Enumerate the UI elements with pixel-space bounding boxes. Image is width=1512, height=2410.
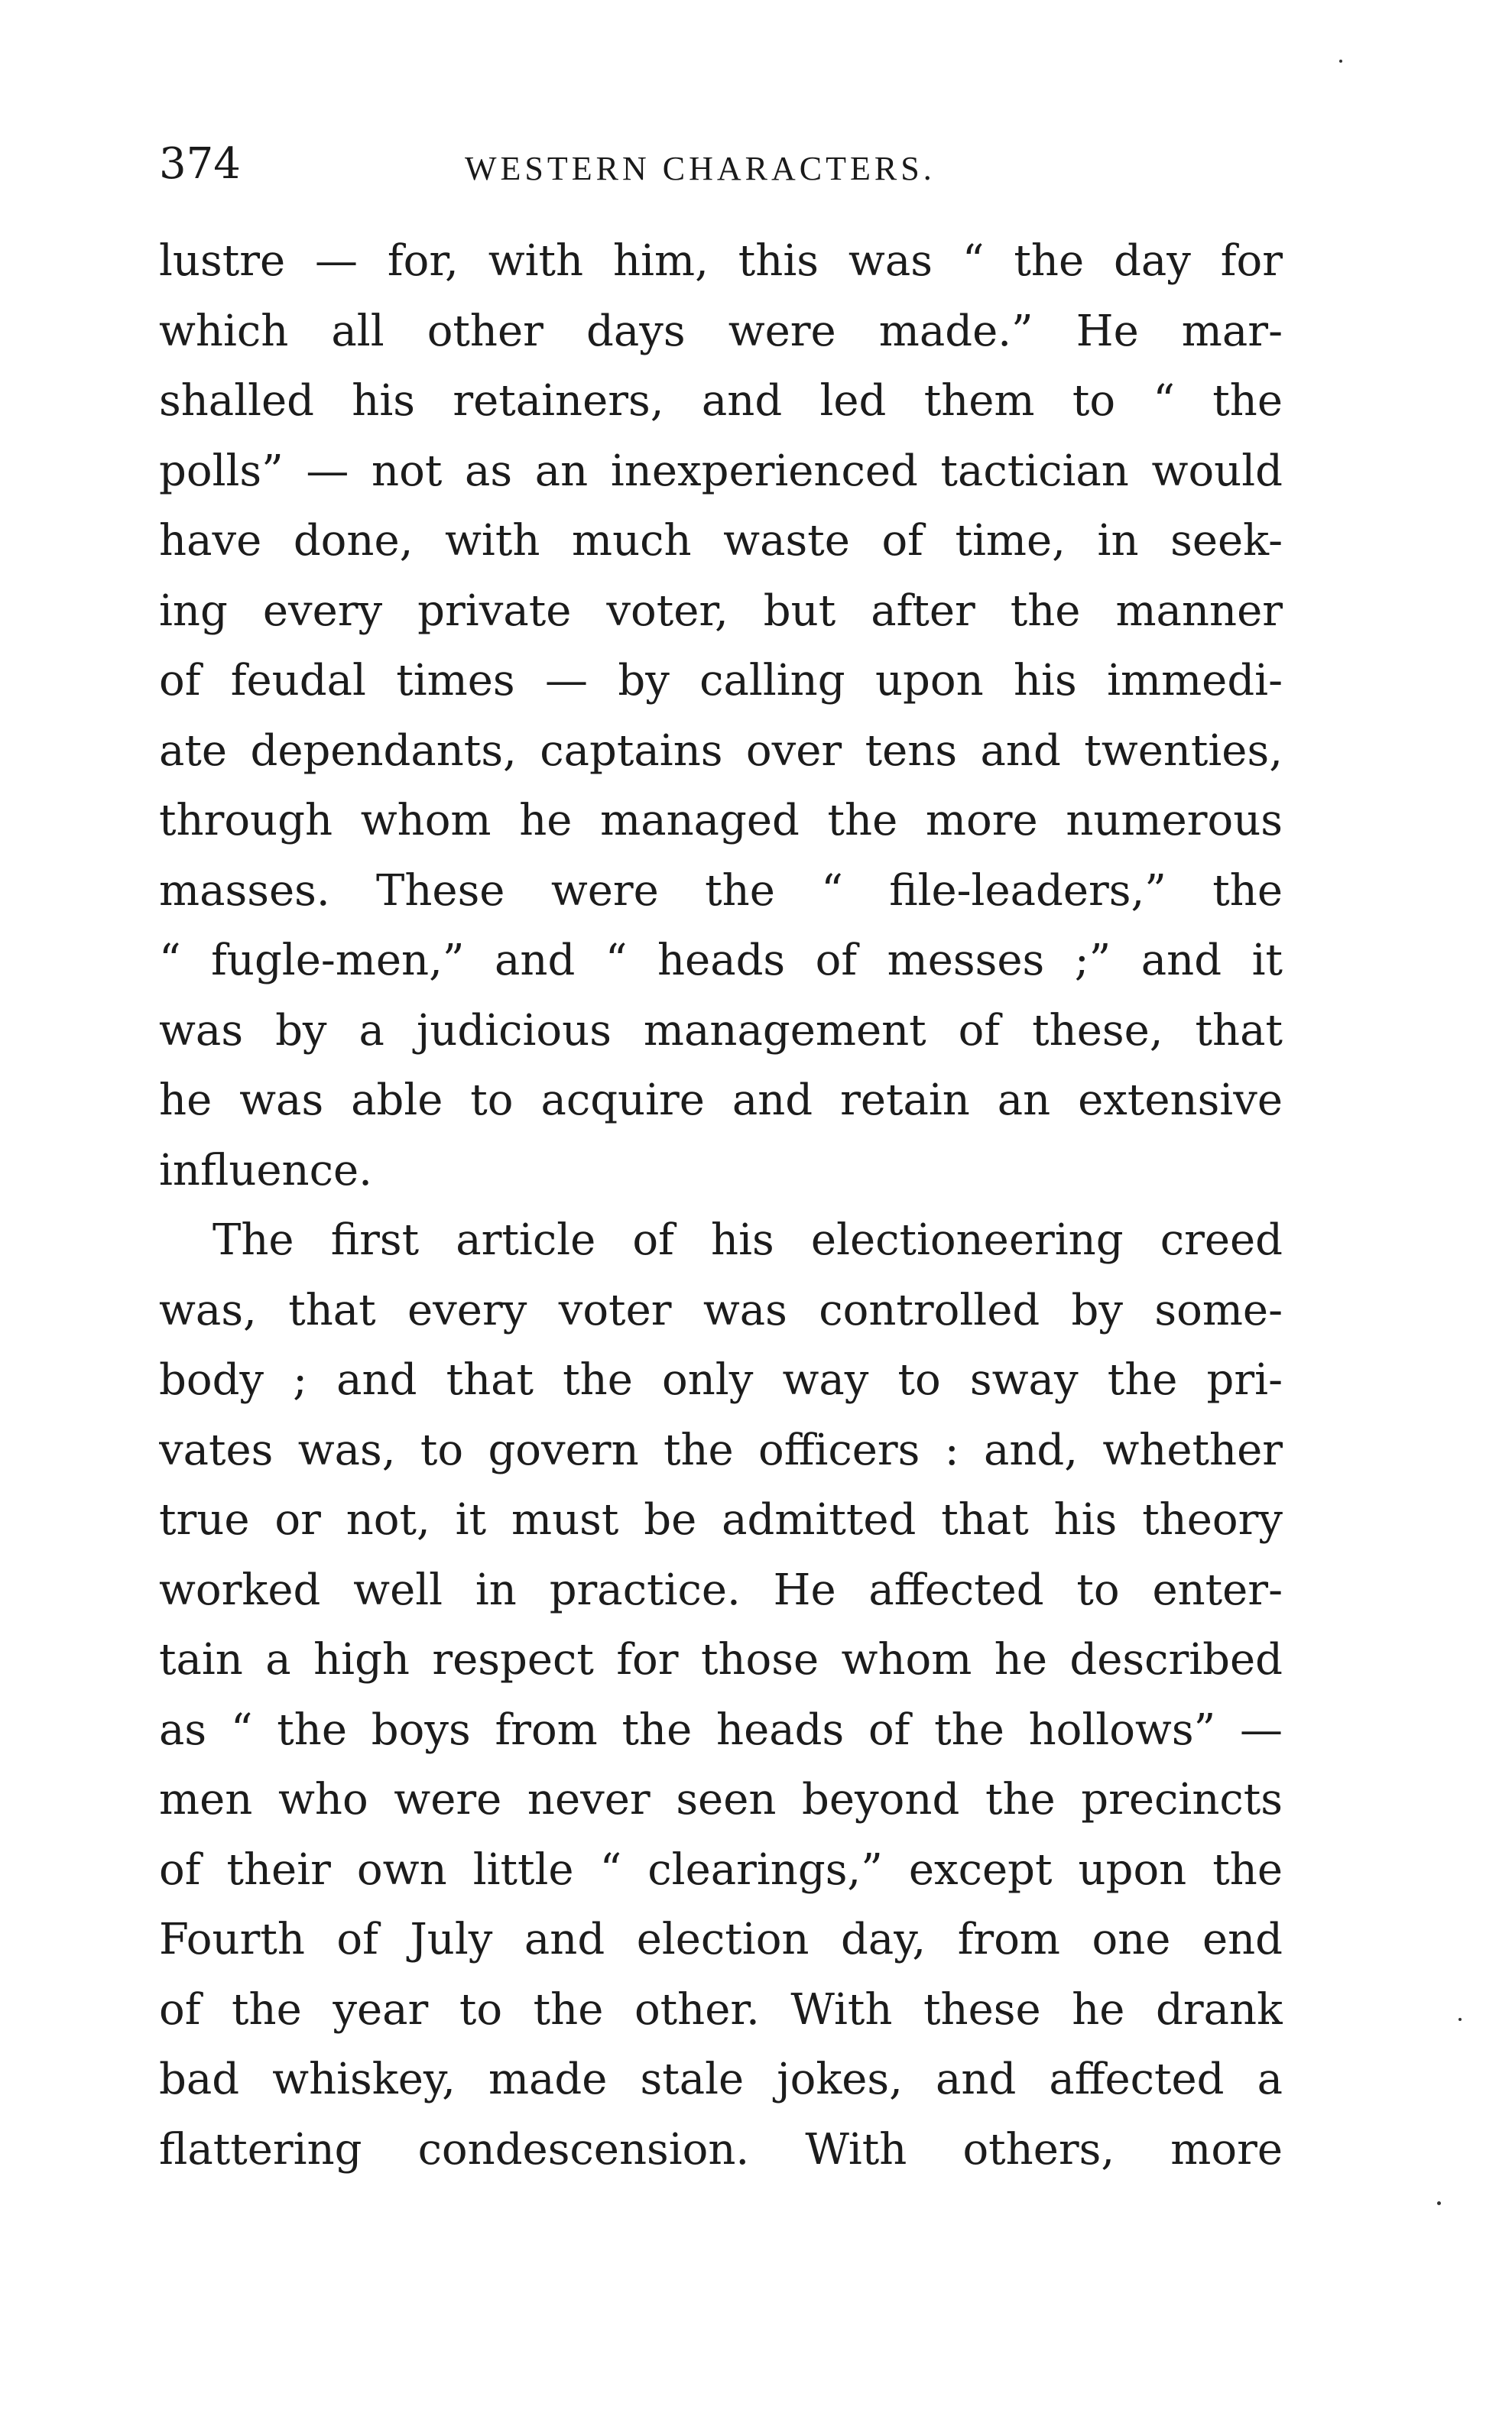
text-line: bad whiskey, made stale jokes, and affected a bbox=[159, 2055, 1283, 2104]
text-line: ate dependants, captains over tens and twenties, bbox=[159, 725, 1283, 776]
text-line: of their own little “ clearings,” except upon the bbox=[159, 1844, 1283, 1895]
text-line: as “ the boys from the heads of the hollows” — bbox=[159, 1705, 1283, 1755]
text-line: men who were never seen beyond the precincts bbox=[159, 1775, 1283, 1825]
paper-speck bbox=[1458, 2018, 1462, 2021]
text-line: “ fugle-men,” and “ heads of messes ;” and it bbox=[159, 936, 1283, 985]
text-line: flattering condescension. With others, more bbox=[159, 2124, 1283, 2175]
text-line: which all other days were made.” He mar- bbox=[159, 306, 1283, 356]
text-line: ing every private voter, but after the manner bbox=[159, 585, 1283, 636]
text-line: body ; and that the only way to sway the pri- bbox=[159, 1355, 1283, 1405]
text-line: he was able to acquire and retain an extensive bbox=[159, 1075, 1283, 1125]
text-line: lustre — for, with him, this was “ the day for bbox=[159, 236, 1283, 286]
text-line: true or not, it must be admitted that his theory bbox=[159, 1495, 1283, 1545]
text-line: vates was, to govern the officers : and, whether bbox=[159, 1425, 1283, 1475]
text-line: Fourth of July and election day, from one end bbox=[159, 1915, 1283, 1964]
text-line: through whom he managed the more numerous bbox=[159, 796, 1283, 845]
text-line: of feudal times — by calling upon his immedi- bbox=[159, 656, 1283, 705]
paragraph-2 bbox=[159, 1205, 1283, 2185]
paper-speck bbox=[1437, 2201, 1441, 2205]
paragraph-1 bbox=[159, 226, 1283, 1205]
text-line: of the year to the other. With these he drank bbox=[159, 1984, 1283, 2035]
text-line: tain a high respect for those whom he described bbox=[159, 1635, 1283, 1685]
text-line: was, that every voter was controlled by some- bbox=[159, 1285, 1283, 1335]
text-line: polls” — not as an inexperienced tactician would bbox=[159, 446, 1283, 496]
text-line: worked well in practice. He affected to enter- bbox=[159, 1565, 1283, 1615]
text-line: have done, with much waste of time, in seek- bbox=[159, 516, 1283, 566]
running-title: WESTERN CHARACTERS. bbox=[465, 150, 936, 187]
text-line: The first article of his electioneering creed bbox=[213, 1215, 1283, 1265]
text-line: influence. bbox=[159, 1145, 372, 1195]
text-line: masses. These were the “ file-leaders,” the bbox=[159, 865, 1283, 916]
text-line: was by a judicious management of these, that bbox=[159, 1005, 1283, 1056]
paper-speck bbox=[1339, 60, 1342, 63]
text-line: shalled his retainers, and led them to “ the bbox=[159, 376, 1283, 426]
body-text bbox=[159, 226, 1283, 2185]
running-head bbox=[159, 130, 1283, 199]
page-number: 374 bbox=[159, 139, 241, 189]
